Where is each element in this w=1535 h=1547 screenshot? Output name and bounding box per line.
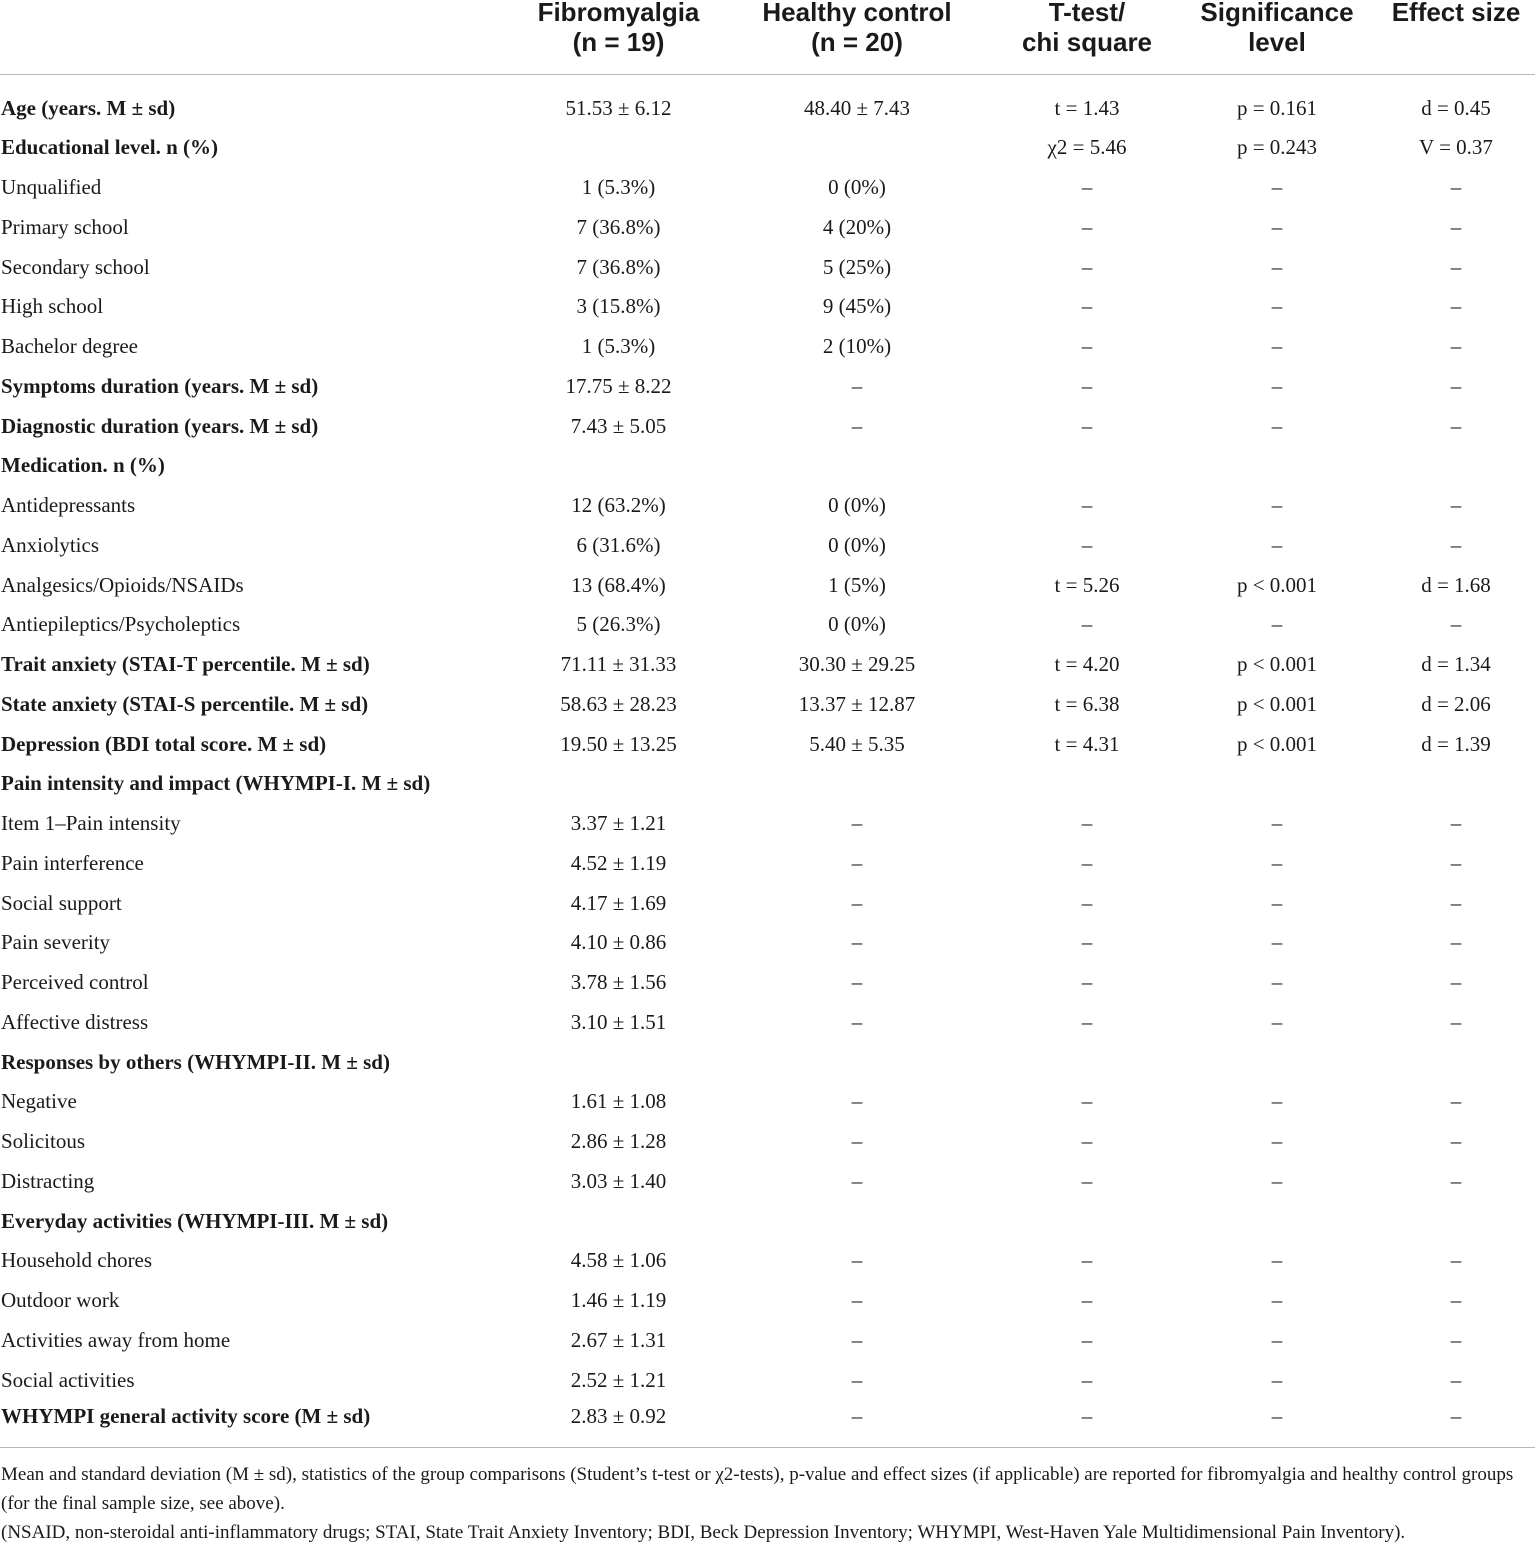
significance-value: p < 0.001 bbox=[1236, 652, 1318, 677]
row-label: Analgesics/Opioids/NSAIDs bbox=[1, 572, 244, 597]
healthy-control-value bbox=[717, 1201, 997, 1241]
fibromyalgia-value: 1.61 ± 1.08 bbox=[570, 1089, 667, 1114]
significance-value: p < 0.001 bbox=[1236, 731, 1318, 756]
healthy-control-value: 9 (45%) bbox=[822, 294, 892, 319]
effect-size-value: – bbox=[1377, 1400, 1535, 1448]
row-label: WHYMPI general activity score (M ± sd) bbox=[0, 1400, 520, 1448]
fibromyalgia-value: 13 (68.4%) bbox=[571, 572, 666, 597]
table-row bbox=[0, 1161, 1535, 1201]
table-row bbox=[0, 565, 1535, 605]
table-row bbox=[0, 883, 1535, 923]
effect-size-value bbox=[1377, 446, 1535, 486]
healthy-control-value: – bbox=[851, 930, 863, 955]
table-row bbox=[0, 764, 1535, 804]
effect-size-value: – bbox=[1450, 970, 1462, 995]
significance-value: – bbox=[1271, 214, 1283, 239]
significance-value bbox=[1177, 764, 1377, 804]
healthy-control-value: 5 (25%) bbox=[822, 254, 892, 279]
row-label: Pain intensity and impact (WHYMPI-I. M ± sd) bbox=[1, 771, 431, 796]
effect-size-value: – bbox=[1450, 890, 1462, 915]
fibromyalgia-value: 2.83 ± 0.92 bbox=[520, 1400, 717, 1448]
effect-size-value: – bbox=[1450, 1089, 1462, 1114]
fibromyalgia-value: 2.52 ± 1.21 bbox=[570, 1367, 667, 1392]
effect-size-value: – bbox=[1450, 493, 1462, 518]
test-statistic: – bbox=[1081, 493, 1093, 518]
table-row bbox=[0, 525, 1535, 565]
table-row bbox=[0, 1121, 1535, 1161]
header-significance-line1: Significance bbox=[1200, 0, 1354, 27]
effect-size-value: – bbox=[1450, 175, 1462, 200]
table-row bbox=[0, 75, 1535, 128]
effect-size-value: – bbox=[1450, 1327, 1462, 1352]
fibromyalgia-value: 58.63 ± 28.23 bbox=[560, 691, 677, 716]
significance-value: – bbox=[1271, 1327, 1283, 1352]
fibromyalgia-value: 4.10 ± 0.86 bbox=[570, 930, 667, 955]
row-label: Item 1–Pain intensity bbox=[1, 811, 181, 836]
fibromyalgia-value: 4.17 ± 1.69 bbox=[570, 890, 667, 915]
test-statistic: t = 4.20 bbox=[1054, 652, 1120, 677]
table-row bbox=[0, 1241, 1535, 1281]
effect-size-value: – bbox=[1450, 373, 1462, 398]
table-row bbox=[0, 1082, 1535, 1122]
fibromyalgia-value: 3 (15.8%) bbox=[576, 294, 661, 319]
row-label: Anxiolytics bbox=[1, 532, 99, 557]
fibromyalgia-value: 4.52 ± 1.19 bbox=[570, 850, 667, 875]
significance-value: p = 0.243 bbox=[1236, 135, 1318, 160]
row-label: Responses by others (WHYMPI-II. M ± sd) bbox=[1, 1049, 390, 1074]
healthy-control-value: – bbox=[851, 1009, 863, 1034]
healthy-control-value: – bbox=[717, 1400, 997, 1448]
test-statistic: χ2 = 5.46 bbox=[1047, 135, 1127, 160]
test-statistic: – bbox=[1081, 970, 1093, 995]
significance-value: p < 0.001 bbox=[1236, 691, 1318, 716]
test-statistic: t = 4.31 bbox=[1054, 731, 1120, 756]
table-row bbox=[0, 803, 1535, 843]
footnote-line1: Mean and standard deviation (M ± sd), statistics of the group comparisons (Student’s t-test or χ2-tests), p-value and effect sizes (if applicable) are reported for fibromyalgia and healthy control groups (for the final sample size, see above). bbox=[1, 1464, 1514, 1514]
header-healthy-control bbox=[717, 0, 997, 75]
fibromyalgia-value: 3.78 ± 1.56 bbox=[570, 970, 667, 995]
test-statistic: – bbox=[1081, 1129, 1093, 1154]
row-label: Educational level. n (%) bbox=[1, 135, 219, 160]
fibromyalgia-value: 4.58 ± 1.06 bbox=[570, 1248, 667, 1273]
fibromyalgia-value: 2.86 ± 1.28 bbox=[570, 1129, 667, 1154]
row-label: Affective distress bbox=[1, 1009, 149, 1034]
row-label: Depression (BDI total score. M ± sd) bbox=[1, 731, 327, 756]
healthy-control-value: 0 (0%) bbox=[828, 612, 886, 637]
test-statistic: – bbox=[1081, 413, 1093, 438]
significance-value: – bbox=[1271, 1089, 1283, 1114]
table-row bbox=[0, 366, 1535, 406]
significance-value: – bbox=[1271, 612, 1283, 637]
healthy-control-value: 13.37 ± 12.87 bbox=[798, 691, 916, 716]
significance-value: – bbox=[1271, 334, 1283, 359]
table-row bbox=[0, 684, 1535, 724]
test-statistic: – bbox=[1081, 850, 1093, 875]
test-statistic: – bbox=[1081, 373, 1093, 398]
fibromyalgia-value: 7.43 ± 5.05 bbox=[570, 413, 667, 438]
table-row bbox=[0, 1320, 1535, 1360]
significance-value: – bbox=[1271, 1248, 1283, 1273]
effect-size-value: – bbox=[1450, 1168, 1462, 1193]
table-row bbox=[0, 167, 1535, 207]
effect-size-value: – bbox=[1450, 850, 1462, 875]
test-statistic: – bbox=[1081, 1327, 1093, 1352]
row-label: Negative bbox=[1, 1089, 77, 1114]
fibromyalgia-value: 1 (5.3%) bbox=[581, 175, 656, 200]
test-statistic: – bbox=[1081, 1009, 1093, 1034]
table-row bbox=[0, 962, 1535, 1002]
row-label: Outdoor work bbox=[1, 1288, 120, 1313]
table-header bbox=[0, 0, 1535, 75]
row-label: State anxiety (STAI-S percentile. M ± sd) bbox=[1, 691, 369, 716]
significance-value: p < 0.001 bbox=[1236, 572, 1318, 597]
fibromyalgia-value bbox=[520, 128, 717, 168]
healthy-control-value bbox=[717, 446, 997, 486]
test-statistic: – bbox=[1081, 254, 1093, 279]
test-statistic: – bbox=[1081, 1248, 1093, 1273]
significance-value bbox=[1177, 446, 1377, 486]
significance-value: – bbox=[1271, 1168, 1283, 1193]
row-label: Age (years. M ± sd) bbox=[1, 96, 176, 121]
effect-size-value: – bbox=[1450, 532, 1462, 557]
row-label: Antidepressants bbox=[1, 493, 136, 518]
header-test-line1: T-test/ bbox=[1048, 0, 1126, 27]
test-statistic: t = 6.38 bbox=[1054, 691, 1120, 716]
table-row bbox=[0, 1280, 1535, 1320]
test-statistic: – bbox=[997, 1400, 1177, 1448]
significance-value: – bbox=[1271, 811, 1283, 836]
healthy-control-value: 0 (0%) bbox=[828, 175, 886, 200]
healthy-control-value: – bbox=[851, 413, 863, 438]
test-statistic: – bbox=[1081, 930, 1093, 955]
test-statistic: – bbox=[1081, 811, 1093, 836]
fibromyalgia-value: 3.03 ± 1.40 bbox=[570, 1168, 667, 1193]
row-label: Medication. n (%) bbox=[1, 453, 165, 478]
test-statistic: – bbox=[1081, 1089, 1093, 1114]
row-label: Pain interference bbox=[1, 850, 144, 875]
header-significance bbox=[1177, 0, 1377, 75]
test-statistic: – bbox=[1081, 532, 1093, 557]
effect-size-value: d = 0.45 bbox=[1421, 96, 1491, 121]
healthy-control-value: – bbox=[851, 1248, 863, 1273]
test-statistic: – bbox=[1081, 214, 1093, 239]
row-label: Trait anxiety (STAI-T percentile. M ± sd) bbox=[1, 652, 370, 677]
fibromyalgia-value: 1.46 ± 1.19 bbox=[570, 1288, 667, 1313]
healthy-control-value: 1 (5%) bbox=[828, 572, 886, 597]
significance-value: – bbox=[1271, 970, 1283, 995]
table-row bbox=[0, 644, 1535, 684]
effect-size-value: d = 1.68 bbox=[1421, 572, 1491, 597]
test-statistic: t = 5.26 bbox=[1054, 572, 1120, 597]
effect-size-value: – bbox=[1450, 1129, 1462, 1154]
row-label: Perceived control bbox=[1, 970, 149, 995]
test-statistic bbox=[997, 764, 1177, 804]
fibromyalgia-value: 7 (36.8%) bbox=[576, 214, 661, 239]
healthy-control-value: – bbox=[851, 890, 863, 915]
effect-size-value: V = 0.37 bbox=[1419, 135, 1493, 160]
significance-value: – bbox=[1271, 413, 1283, 438]
fibromyalgia-value bbox=[520, 1042, 717, 1082]
row-label: Secondary school bbox=[1, 254, 150, 279]
table-row bbox=[0, 406, 1535, 446]
healthy-control-value: – bbox=[851, 970, 863, 995]
healthy-control-value bbox=[717, 764, 997, 804]
table-row bbox=[0, 724, 1535, 764]
effect-size-value: – bbox=[1450, 1288, 1462, 1313]
healthy-control-value: – bbox=[851, 850, 863, 875]
significance-value: – bbox=[1271, 175, 1283, 200]
table-row bbox=[0, 1201, 1535, 1241]
healthy-control-value: 4 (20%) bbox=[822, 214, 892, 239]
table-row bbox=[0, 207, 1535, 247]
table-row bbox=[0, 485, 1535, 525]
header-fibromyalgia bbox=[520, 0, 717, 75]
row-label: Everyday activities (WHYMPI-III. M ± sd) bbox=[1, 1208, 389, 1233]
row-label: High school bbox=[1, 294, 104, 319]
test-statistic: – bbox=[1081, 890, 1093, 915]
fibromyalgia-value bbox=[520, 764, 717, 804]
test-statistic: t = 1.43 bbox=[1054, 96, 1120, 121]
effect-size-value: – bbox=[1450, 930, 1462, 955]
table-row bbox=[0, 1042, 1535, 1082]
healthy-control-value: 48.40 ± 7.43 bbox=[803, 96, 911, 121]
effect-size-value: d = 1.39 bbox=[1421, 731, 1491, 756]
test-statistic: – bbox=[1081, 175, 1093, 200]
row-label: Solicitous bbox=[1, 1129, 86, 1154]
fibromyalgia-value: 2.67 ± 1.31 bbox=[570, 1327, 667, 1352]
healthy-control-value: – bbox=[851, 1288, 863, 1313]
header-row bbox=[0, 0, 1535, 75]
row-label: Household chores bbox=[1, 1248, 153, 1273]
effect-size-value: – bbox=[1450, 1248, 1462, 1273]
effect-size-value: – bbox=[1450, 811, 1462, 836]
table-row bbox=[0, 923, 1535, 963]
significance-value: – bbox=[1271, 493, 1283, 518]
effect-size-value: – bbox=[1450, 1367, 1462, 1392]
fibromyalgia-value: 7 (36.8%) bbox=[576, 254, 661, 279]
fibromyalgia-value bbox=[520, 1201, 717, 1241]
row-label: Diagnostic duration (years. M ± sd) bbox=[1, 413, 319, 438]
fibromyalgia-value: 1 (5.3%) bbox=[581, 334, 656, 359]
effect-size-value: – bbox=[1450, 612, 1462, 637]
effect-size-value: – bbox=[1450, 294, 1462, 319]
significance-value: – bbox=[1271, 930, 1283, 955]
significance-value: p = 0.161 bbox=[1236, 96, 1318, 121]
table-row bbox=[0, 446, 1535, 486]
significance-value: – bbox=[1271, 373, 1283, 398]
effect-size-value bbox=[1377, 1042, 1535, 1082]
table-footnote bbox=[0, 1448, 1535, 1547]
healthy-control-value: 0 (0%) bbox=[828, 493, 886, 518]
significance-value: – bbox=[1271, 890, 1283, 915]
table-row bbox=[0, 247, 1535, 287]
header-effect-size bbox=[1377, 0, 1535, 75]
healthy-control-value bbox=[717, 128, 997, 168]
row-label: Antiepileptics/Psycholeptics bbox=[1, 612, 241, 637]
row-label: Bachelor degree bbox=[1, 334, 139, 359]
row-label: Symptoms duration (years. M ± sd) bbox=[1, 373, 319, 398]
row-label: Primary school bbox=[1, 214, 129, 239]
table-body bbox=[0, 75, 1535, 1448]
effect-size-value: d = 2.06 bbox=[1421, 691, 1491, 716]
healthy-control-value: – bbox=[851, 373, 863, 398]
healthy-control-value: – bbox=[851, 811, 863, 836]
healthy-control-value: 0 (0%) bbox=[828, 532, 886, 557]
table-row bbox=[0, 287, 1535, 327]
effect-size-value bbox=[1377, 764, 1535, 804]
footnote-line2: (NSAID, non-steroidal anti-inflammatory drugs; STAI, State Trait Anxiety Inventory; BDI, Beck Depression Inventory; WHYMPI, West-Haven Yale Multidimensional Pain Inventory). bbox=[1, 1522, 1406, 1543]
healthy-control-value: – bbox=[851, 1367, 863, 1392]
healthy-control-value bbox=[717, 1042, 997, 1082]
header-healthy-control-line2: (n = 20) bbox=[811, 27, 903, 57]
row-label: Social activities bbox=[1, 1367, 135, 1392]
significance-value: – bbox=[1271, 1129, 1283, 1154]
test-statistic: – bbox=[1081, 334, 1093, 359]
table-row bbox=[0, 1400, 1535, 1448]
fibromyalgia-value: 3.37 ± 1.21 bbox=[570, 811, 667, 836]
table-row bbox=[0, 843, 1535, 883]
header-variable bbox=[0, 0, 520, 75]
fibromyalgia-value: 5 (26.3%) bbox=[576, 612, 661, 637]
test-statistic: – bbox=[1081, 1367, 1093, 1392]
table-row bbox=[0, 326, 1535, 366]
row-label: Pain severity bbox=[1, 930, 111, 955]
test-statistic bbox=[997, 1201, 1177, 1241]
effect-size-value: – bbox=[1450, 334, 1462, 359]
healthy-control-value: 30.30 ± 29.25 bbox=[798, 652, 916, 677]
healthy-control-value: – bbox=[851, 1129, 863, 1154]
significance-value: – bbox=[1271, 1288, 1283, 1313]
effect-size-value: – bbox=[1450, 413, 1462, 438]
row-label: Distracting bbox=[1, 1168, 95, 1193]
fibromyalgia-value: 17.75 ± 8.22 bbox=[565, 373, 672, 398]
header-test-line2: chi square bbox=[1021, 27, 1153, 57]
healthy-control-value: – bbox=[851, 1327, 863, 1352]
table-row bbox=[0, 605, 1535, 645]
table-row bbox=[0, 1360, 1535, 1400]
test-statistic: – bbox=[1081, 294, 1093, 319]
significance-value: – bbox=[1271, 532, 1283, 557]
table-row bbox=[0, 128, 1535, 168]
healthy-control-value: 2 (10%) bbox=[822, 334, 892, 359]
test-statistic: – bbox=[1081, 612, 1093, 637]
significance-value: – bbox=[1271, 850, 1283, 875]
fibromyalgia-value bbox=[520, 446, 717, 486]
test-statistic bbox=[997, 446, 1177, 486]
effect-size-value: d = 1.34 bbox=[1421, 652, 1491, 677]
healthy-control-value: – bbox=[851, 1089, 863, 1114]
significance-value: – bbox=[1271, 1367, 1283, 1392]
fibromyalgia-value: 12 (63.2%) bbox=[571, 493, 666, 518]
table-row bbox=[0, 1002, 1535, 1042]
significance-value: – bbox=[1271, 254, 1283, 279]
significance-value bbox=[1177, 1201, 1377, 1241]
header-test bbox=[997, 0, 1177, 75]
row-label: Activities away from home bbox=[1, 1327, 231, 1352]
header-effect-size-line1: Effect size bbox=[1391, 0, 1521, 27]
healthy-control-value: – bbox=[851, 1168, 863, 1193]
header-healthy-control-line1: Healthy control bbox=[762, 0, 952, 27]
fibromyalgia-value: 51.53 ± 6.12 bbox=[565, 96, 672, 121]
test-statistic: – bbox=[1081, 1168, 1093, 1193]
test-statistic: – bbox=[1081, 1288, 1093, 1313]
header-significance-line2: level bbox=[1248, 27, 1306, 57]
effect-size-value bbox=[1377, 1201, 1535, 1241]
significance-value: – bbox=[1271, 1009, 1283, 1034]
fibromyalgia-value: 19.50 ± 13.25 bbox=[560, 731, 677, 756]
significance-value: – bbox=[1271, 294, 1283, 319]
row-label: Unqualified bbox=[1, 175, 102, 200]
header-fibromyalgia-line1: Fibromyalgia bbox=[537, 0, 700, 27]
effect-size-value: – bbox=[1450, 254, 1462, 279]
significance-value: – bbox=[1177, 1400, 1377, 1448]
fibromyalgia-value: 3.10 ± 1.51 bbox=[570, 1009, 667, 1034]
row-label: Social support bbox=[1, 890, 122, 915]
fibromyalgia-value: 71.11 ± 31.33 bbox=[560, 652, 677, 677]
header-fibromyalgia-line2: (n = 19) bbox=[572, 27, 665, 57]
test-statistic bbox=[997, 1042, 1177, 1082]
fibromyalgia-value: 6 (31.6%) bbox=[576, 532, 661, 557]
healthy-control-value: 5.40 ± 5.35 bbox=[809, 731, 905, 756]
effect-size-value: – bbox=[1450, 214, 1462, 239]
significance-value bbox=[1177, 1042, 1377, 1082]
effect-size-value: – bbox=[1450, 1009, 1462, 1034]
